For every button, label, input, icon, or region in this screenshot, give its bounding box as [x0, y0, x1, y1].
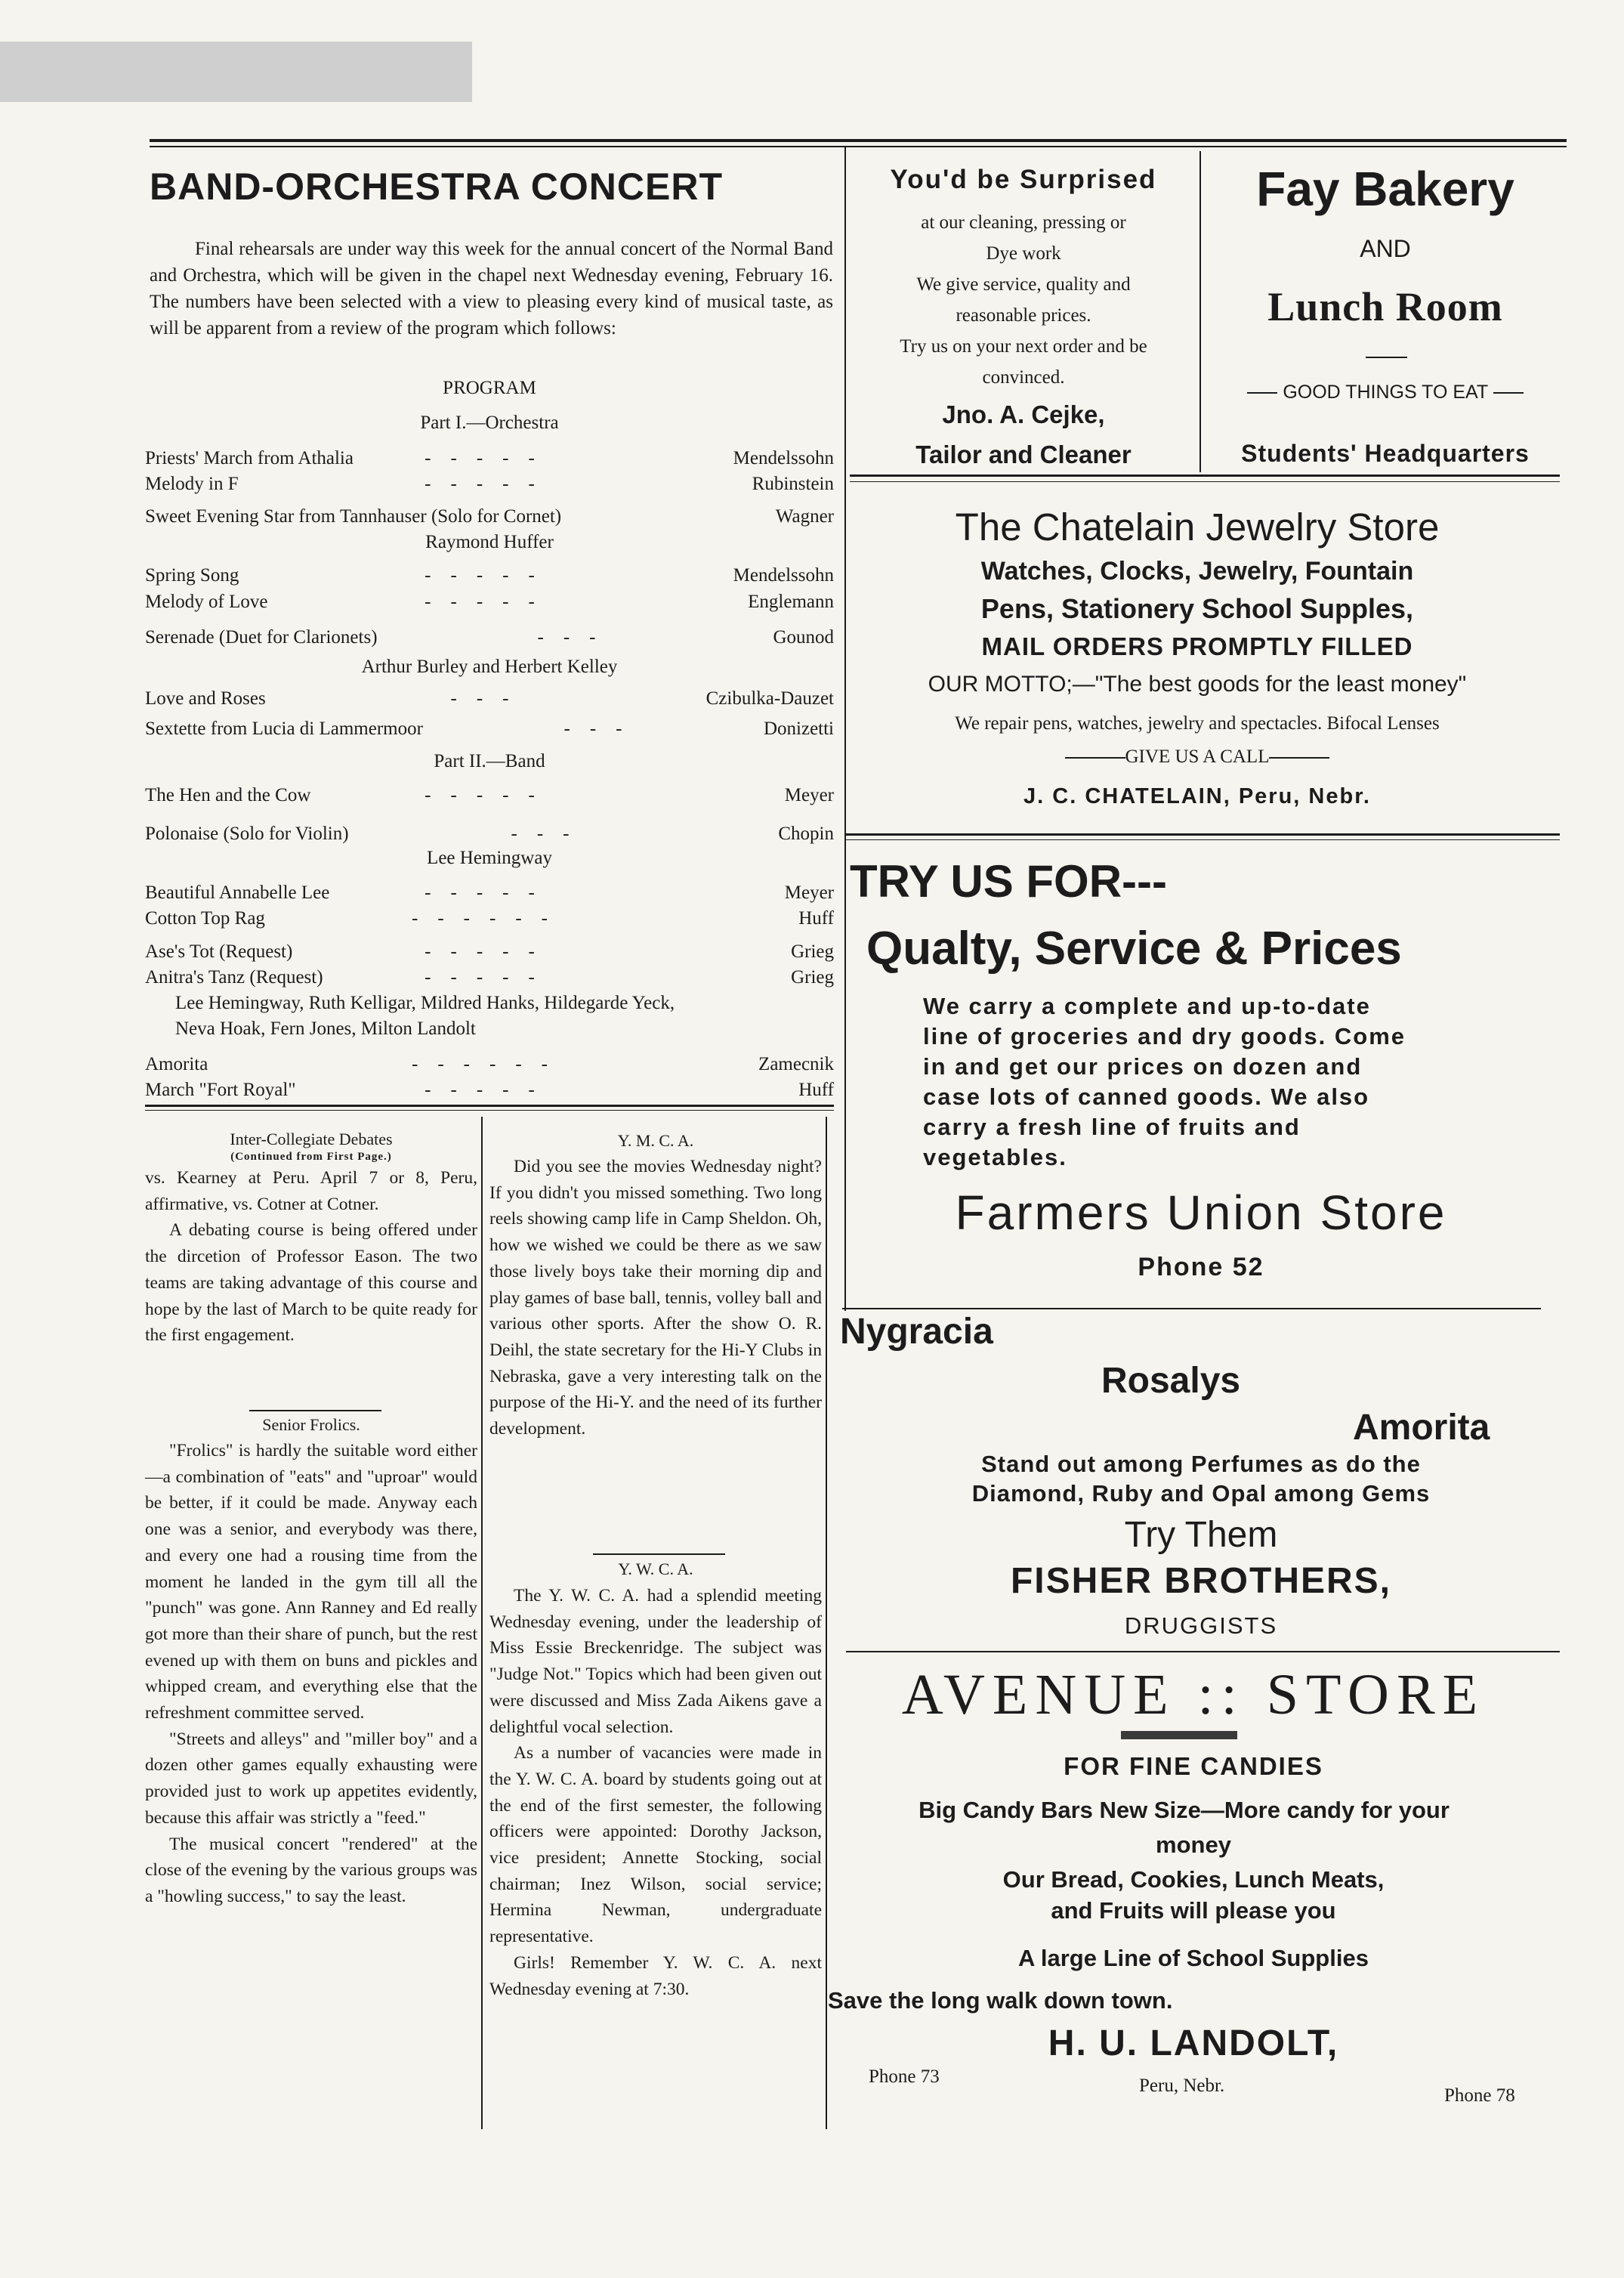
ywca-heading: Y. W. C. A.	[618, 1559, 693, 1578]
frolics-heading: Senior Frolics.	[262, 1415, 360, 1434]
avenue-phone-right: Phone 78	[1444, 2085, 1515, 2106]
chatelain-sign: J. C. CHATELAIN, Peru, Nebr.	[1023, 784, 1371, 808]
program-item: Sweet Evening Star from Tannhauser (Solo for Cornet) Wagner	[145, 506, 834, 527]
program-item: Anitra's Tanz (Request) ----- Grieg	[145, 967, 834, 988]
concert-bottom-rule	[145, 1105, 834, 1107]
program-item: Polonaise (Solo for Violin) --- Chopin	[145, 824, 834, 844]
fisher-line1: Stand out among Perfumes as do the	[981, 1451, 1421, 1477]
concert-intro: Final rehearsals are under way this week for the annual concert of the Normal Band and Orchestra, which will be given in the chapel next Wednesday evening, February 16. The numbers have been selected with a view to pleasing every kind of musical taste, as will be apparent from a review of the program which follows:	[150, 239, 833, 338]
cejke-body: at our cleaning, pressing or Dye work We give service, quality and reasonable prices. Try us on your next order and be convinced.	[900, 212, 1147, 388]
rule-above-farmers-thin	[846, 839, 1560, 840]
program-item: Amorita ------ Zamecnik	[145, 1054, 834, 1074]
chatelain-mail: MAIL ORDERS PROMPTLY FILLED	[981, 632, 1413, 660]
column-rule	[844, 147, 846, 1311]
program-item: Ase's Tot (Request) ----- Grieg	[145, 941, 834, 962]
part1-heading: Part I.—Orchestra	[420, 413, 559, 433]
perfume-rosalys: Rosalys	[1101, 1361, 1241, 1401]
avenue-name: H. U. LANDOLT,	[1048, 2023, 1339, 2063]
program-item: Cotton Top Rag ------ Huff	[145, 908, 834, 929]
program-item: Sextette from Lucia di Lammermoor --- Donizetti	[145, 719, 834, 739]
debates-continued: (Continued from First Page.)	[230, 1151, 392, 1163]
ymca-body: Did you see the movies Wednesday night? If you didn't you missed something. Two long reels showing camp life in Camp Sheldon. Oh, how we wished we could be there as we saw those lively boys take their morning dip and play games of base ball, tennis, volley ball and various other sports. After the show O. R. Deihl, the state secretary for the Hi-Y Clubs in Nebraska, gave a very interesting talk on the purpose of the Hi-Y. and the need of its further development.	[489, 1157, 822, 1439]
cejke-headline: You'd be Surprised	[890, 165, 1157, 194]
column-rule	[481, 1117, 483, 2129]
avenue-phone-left: Phone 73	[869, 2066, 940, 2087]
top-rule	[150, 139, 1567, 142]
program-item: The Hen and the Cow ----- Meyer	[145, 785, 834, 805]
chatelain-call: GIVE US A CALL	[850, 746, 1545, 768]
performer: Lee Hemingway	[427, 848, 552, 868]
column-rule	[1199, 151, 1201, 472]
frolics-rule	[249, 1410, 381, 1411]
fay-divider	[1366, 357, 1407, 358]
column-rule	[826, 1117, 827, 2129]
fay-title: Fay Bakery	[1256, 162, 1514, 216]
avenue-line2: money	[1156, 1831, 1231, 1858]
rule-above-chatelain	[850, 474, 1560, 477]
rule-above-fisher	[842, 1308, 1541, 1309]
chatelain-title: The Chatelain Jewelry Store	[955, 505, 1440, 549]
fay-and: AND	[1360, 235, 1411, 262]
perfume-nygracia: Nygracia	[840, 1312, 993, 1352]
chatelain-motto: OUR MOTTO;—"The best goods for the least money"	[928, 672, 1467, 697]
frolics-body: "Frolics" is hardly the suitable word either—a combination of "eats" and "uproar" would be better, if it could be made. Anyway each one was a senior, and everybody was there, and every one had a rousing time from the moment he landed in the gym till all the "punch" was gone. Ann Ranney and Ed really got more than their share of punch, but the rest evened up with them on buns and pickles and whipped cream, and everything else that the refreshment committee served. "Streets and alleys" and "miller boy" and a dozen other games equally exhausting were provided just to work up appetites evidently, because this affair was strictly a "feed." The musical concert "rendered" at the close of the evening by the various groups was a "howling success," to say the least.	[145, 1441, 477, 1906]
chatelain-line1: Watches, Clocks, Jewelry, Fountain	[980, 557, 1414, 586]
avenue-title: AVENUE :: STORE	[901, 1663, 1486, 1726]
chatelain-repair: We repair pens, watches, jewelry and spectacles. Bifocal Lenses	[955, 713, 1440, 734]
program-item: Love and Roses --- Czibulka-Dauzet	[145, 688, 834, 709]
part2-heading: Part II.—Band	[434, 751, 545, 771]
avenue-ornament	[1121, 1731, 1237, 1739]
fay-students: Students' Headquarters	[1241, 440, 1530, 467]
chatelain-line2: Pens, Stationery School Supples,	[980, 593, 1414, 624]
avenue-line3: Our Bread, Cookies, Lunch Meats,	[1002, 1866, 1385, 1893]
fisher-line2: Diamond, Ruby and Opal among Gems	[971, 1480, 1431, 1507]
avenue-line6: Save the long walk down town.	[828, 1987, 1173, 2014]
scan-margin-shade	[0, 42, 472, 102]
farmers-body: We carry a complete and up-to-date line of groceries and dry goods. Come in and get our prices on dozen and case lots of canned goods. We also carry a fresh line of fruits and vegetables.	[923, 993, 1406, 1170]
program-item: Serenade (Duet for Clarionets) --- Gounod	[145, 627, 834, 648]
debates-heading: Inter-Collegiate Debates	[230, 1130, 393, 1148]
performer: Arthur Burley and Herbert Kelley	[361, 657, 618, 677]
avenue-line1: Big Candy Bars New Size—More candy for your	[919, 1797, 1450, 1823]
rule-above-avenue	[846, 1651, 1560, 1652]
farmers-try: TRY US FOR---	[850, 856, 1167, 907]
program-heading: PROGRAM	[443, 378, 536, 398]
farmers-phone: Phone 52	[1138, 1253, 1264, 1281]
ywca-body: The Y. W. C. A. had a splendid meeting Wednesday evening, under the leadership of Miss Essie Breckenridge. The subject was "Judge Not." Topics which had been given out were discussed and Miss Zada Aikens gave a delightful vocal selection. As a number of vacancies were made in the Y. W. C. A. board by students going out at the end of the first semester, the following officers were appointed: Dorothy Jackson, vice president; Annette Stocking, social chairman; Inez Wilson, social service; Hermina Newman, undergraduate representative. Girls! Remember Y. W. C. A. next Wednesday evening at 7:30.	[489, 1586, 822, 1999]
rule-above-chatelain-thin	[850, 481, 1560, 482]
program-item: Melody in F ----- Rubinstein	[145, 474, 834, 494]
avenue-candies: FOR FINE CANDIES	[1064, 1752, 1323, 1780]
fay-good: GOOD THINGS TO EAT	[1204, 382, 1567, 403]
concert-bottom-rule-thin	[145, 1110, 834, 1111]
avenue-line5: A large Line of School Supplies	[1018, 1945, 1369, 1971]
avenue-line4: and Fruits will please you	[1051, 1897, 1336, 1924]
ymca-heading: Y. M. C. A.	[617, 1131, 694, 1150]
performer: Raymond Huffer	[425, 532, 554, 552]
program-item: Priests' March from Athalia ----- Mendelssohn	[145, 448, 834, 468]
ywca-rule	[593, 1553, 725, 1555]
top-rule-thin	[150, 146, 1567, 147]
program-item: Beautiful Annabelle Lee ----- Meyer	[145, 882, 834, 903]
concert-title: BAND-ORCHESTRA CONCERT	[150, 165, 724, 208]
perfume-amorita: Amorita	[1353, 1408, 1490, 1448]
program-item: Melody of Love ----- Englemann	[145, 592, 834, 612]
avenue-place: Peru, Nebr.	[1139, 2076, 1225, 2096]
farmers-store: Farmers Union Store	[955, 1185, 1447, 1240]
program-item: March "Fort Royal" ----- Huff	[145, 1080, 834, 1100]
cejke-trade: Tailor and Cleaner	[915, 440, 1132, 468]
fisher-try: Try Them	[1124, 1515, 1278, 1555]
performer: Lee Hemingway, Ruth Kelligar, Mildred Hanks, Hildegarde Yeck,	[175, 993, 675, 1013]
performer: Neva Hoak, Fern Jones, Milton Landolt	[175, 1018, 476, 1039]
fisher-trade: DRUGGISTS	[1124, 1612, 1278, 1639]
cejke-name: Jno. A. Cejke,	[942, 400, 1105, 428]
fay-lunch: Lunch Room	[1267, 284, 1503, 329]
rule-above-farmers	[846, 833, 1560, 836]
program-item: Spring Song ----- Mendelssohn	[145, 565, 834, 586]
fisher-name: FISHER BROTHERS,	[1010, 1561, 1392, 1601]
debates-body: vs. Kearney at Peru. April 7 or 8, Peru, affirmative, vs. Cotner at Cotner. A debating course is being offered under the dircetion of Professor Eason. The two teams are taking advantage of this course and hope by the last of March to be quite ready for the first engagement.	[145, 1168, 477, 1346]
farmers-quality: Qualty, Service & Prices	[866, 923, 1402, 975]
